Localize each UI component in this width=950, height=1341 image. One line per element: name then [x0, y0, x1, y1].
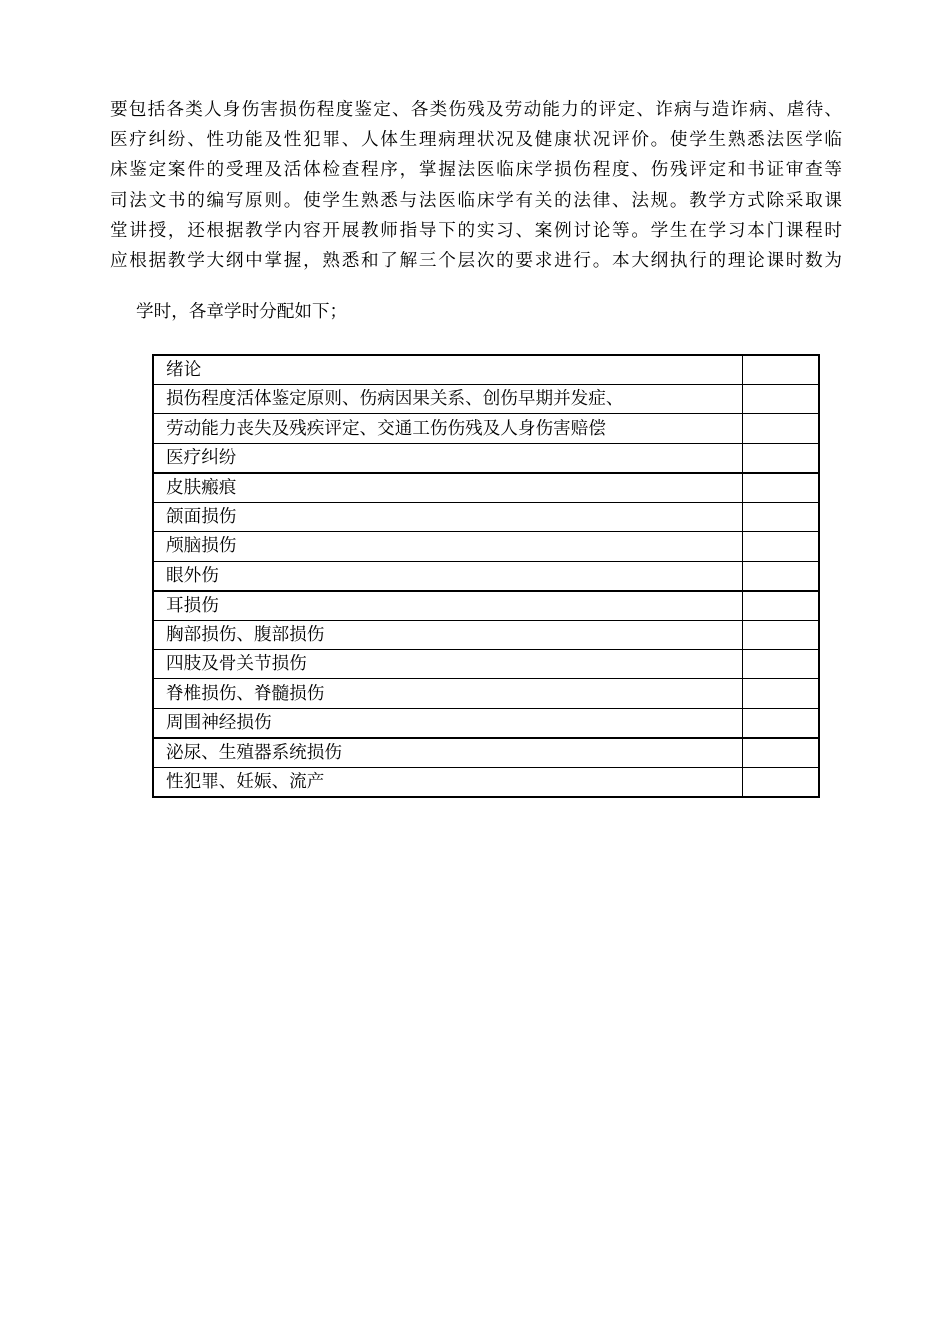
table-row [153, 591, 819, 621]
table-row [153, 502, 819, 531]
paragraph-line: 医疗纠纷、性功能及性犯罪、人体生理病理状况及健康状况评价。使学生熟悉法医学临 [110, 130, 842, 151]
chapter-cell: 耳损伤 [153, 591, 742, 621]
chapter-cell: 周围神经损伤 [153, 708, 742, 738]
hours-cell [742, 767, 819, 797]
chapter-cell: 眼外伤 [153, 561, 742, 591]
chapter-cell: 四肢及骨关节损伤 [153, 649, 742, 678]
table-row [153, 532, 819, 561]
paragraph-line: 床鉴定案件的受理及活体检查程序，掌握法医临床学损伤程度、伤残评定和书证审查等 [110, 160, 842, 181]
chapter-cell: 性犯罪、妊娠、流产 [153, 767, 742, 797]
paragraph-line: 要包括各类人身伤害损伤程度鉴定、各类伤残及劳动能力的评定、诈病与造诈病、虐待、 [110, 100, 842, 120]
table-row [153, 649, 819, 678]
table-row [153, 355, 819, 385]
table-row [153, 414, 819, 443]
chapter-cell: 泌尿、生殖器系统损伤 [153, 738, 742, 768]
hours-cell [742, 561, 819, 591]
hours-cell [742, 738, 819, 768]
hours-cell [742, 532, 819, 561]
chapter-cell: 胸部损伤、腹部损伤 [153, 620, 742, 649]
table-row [153, 473, 819, 503]
chapter-cell: 皮肤瘢痕 [153, 473, 742, 503]
chapter-cell: 颌面损伤 [153, 502, 742, 531]
hours-cell [742, 355, 819, 385]
hours-cell [742, 414, 819, 443]
hours-cell [742, 473, 819, 503]
paragraph-last-line: 学时，各章学时分配如下； [136, 302, 348, 322]
chapter-cell: 损伤程度活体鉴定原则、伤病因果关系、创伤早期并发症、 [153, 385, 742, 414]
hours-cell [742, 502, 819, 531]
hours-cell [742, 708, 819, 738]
chapter-cell: 绪论 [153, 355, 742, 385]
intro-paragraph [110, 95, 842, 276]
chapter-cell: 劳动能力丧失及残疾评定、交通工伤伤残及人身伤害赔偿 [153, 414, 742, 443]
hours-cell [742, 385, 819, 414]
table-row [153, 620, 819, 649]
paragraph-line: 应根据教学大纲中掌握，熟悉和了解三个层次的要求进行。本大纲执行的理论课时数为 [110, 250, 842, 271]
chapter-hours-table [152, 354, 820, 798]
table-row [153, 561, 819, 591]
hours-cell [742, 649, 819, 678]
hours-cell [742, 679, 819, 708]
table-row [153, 385, 819, 414]
table-row [153, 679, 819, 708]
hours-cell [742, 443, 819, 473]
chapter-cell: 医疗纠纷 [153, 443, 742, 473]
hours-cell [742, 620, 819, 649]
hours-cell [742, 591, 819, 621]
table-row [153, 767, 819, 797]
table-row [153, 443, 819, 473]
chapter-cell: 颅脑损伤 [153, 532, 742, 561]
table-row [153, 708, 819, 738]
paragraph-line: 司法文书的编写原则。使学生熟悉与法医临床学有关的法律、法规。教学方式除采取课 [110, 190, 842, 211]
paragraph-line: 堂讲授，还根据教学内容开展教师指导下的实习、案例讨论等。学生在学习本门课程时 [110, 220, 842, 241]
table-row [153, 738, 819, 768]
chapter-cell: 脊椎损伤、脊髓损伤 [153, 679, 742, 708]
